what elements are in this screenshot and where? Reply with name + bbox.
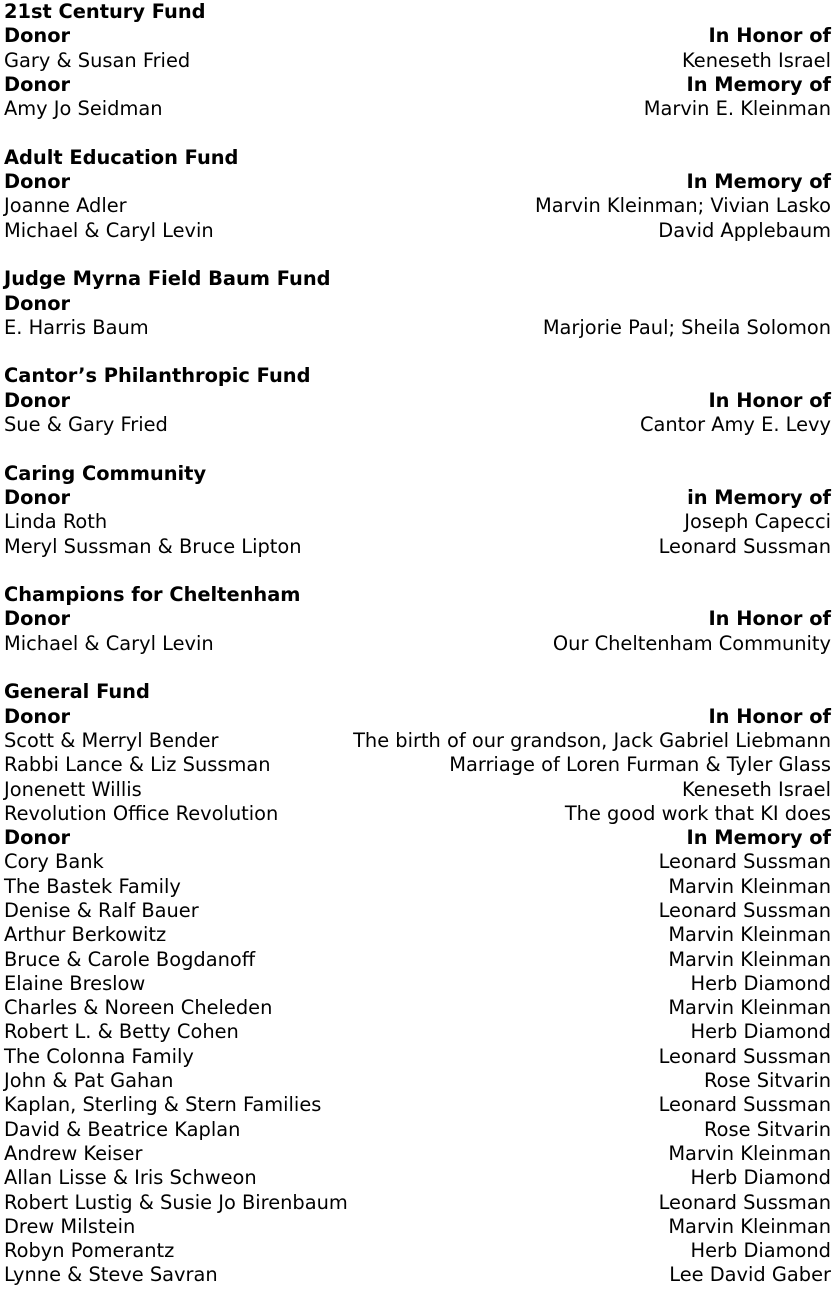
tribute-type-label: In Memory of	[686, 72, 831, 96]
honoree-name: Marvin E. Kleinman	[643, 97, 831, 121]
honoree-name: Leonard Sussman	[658, 850, 831, 874]
donor-column-label: Donor	[4, 72, 71, 96]
honoree-name: Marvin Kleinman	[668, 1214, 831, 1238]
fund-title-row	[4, 680, 831, 704]
donor-name: Arthur Berkowitz	[4, 923, 167, 947]
fund-section	[4, 0, 831, 146]
honoree-name: Joseph Capecci	[684, 510, 831, 534]
tribute-type-label: In Honor of	[708, 704, 831, 728]
fund-section	[4, 364, 831, 461]
donor-name: Drew Milstein	[4, 1214, 136, 1238]
fund-title: Champions for Cheltenham	[4, 583, 301, 607]
tribute-type-label: In Memory of	[686, 826, 831, 850]
honoree-name: Cantor Amy E. Levy	[639, 413, 831, 437]
donor-column-label: Donor	[4, 485, 71, 509]
donation-entry	[4, 1020, 831, 1044]
honoree-name: Marvin Kleinman; Vivian Lasko	[535, 194, 831, 218]
donor-column-label: Donor	[4, 607, 71, 631]
honoree-name: Rose Sitvarin	[704, 1117, 831, 1141]
donor-column-label: Donor	[4, 826, 71, 850]
donor-name: Meryl Sussman & Bruce Lipton	[4, 534, 302, 558]
donation-entry	[4, 194, 831, 218]
honoree-name: Keneseth Israel	[682, 48, 831, 72]
honoree-name: Rose Sitvarin	[704, 1069, 831, 1093]
donation-entry	[4, 899, 831, 923]
honoree-name: Marriage of Loren Furman & Tyler Glass	[449, 753, 831, 777]
donation-entry	[4, 850, 831, 874]
donation-entry	[4, 49, 831, 73]
honoree-name: Herb Diamond	[690, 971, 831, 995]
honoree-name: Leonard Sussman	[658, 1190, 831, 1214]
donation-entry	[4, 1069, 831, 1093]
column-header-row	[4, 170, 831, 194]
donor-name: Cory Bank	[4, 850, 104, 874]
column-header-row	[4, 826, 831, 850]
donor-name: The Colonna Family	[4, 1044, 194, 1068]
fund-title: General Fund	[4, 680, 150, 704]
honoree-name: Marjorie Paul; Sheila Solomon	[542, 315, 831, 339]
fund-title-row	[4, 0, 831, 24]
fund-title: Adult Education Fund	[4, 145, 239, 169]
donor-name: Michael & Caryl Levin	[4, 218, 214, 242]
donor-name: Andrew Keiser	[4, 1141, 143, 1165]
section-spacer	[4, 656, 831, 680]
donation-entry	[4, 1093, 831, 1117]
fund-section	[4, 267, 831, 364]
donor-name: Gary & Susan Fried	[4, 48, 191, 72]
donation-entry	[4, 1263, 831, 1287]
donor-name: Sue & Gary Fried	[4, 413, 168, 437]
donation-entry	[4, 802, 831, 826]
donation-entry	[4, 1215, 831, 1239]
honoree-name: Herb Diamond	[690, 1020, 831, 1044]
fund-title: Caring Community	[4, 461, 207, 485]
donation-entry	[4, 535, 831, 559]
fund-title: Judge Myrna Field Baum Fund	[4, 267, 331, 291]
donor-name: Amy Jo Seidman	[4, 97, 163, 121]
donation-entry	[4, 97, 831, 121]
donor-name: Joanne Adler	[4, 194, 127, 218]
honoree-name: Leonard Sussman	[658, 1044, 831, 1068]
fund-section	[4, 146, 831, 267]
donor-name: Elaine Breslow	[4, 971, 146, 995]
fund-title-row	[4, 364, 831, 388]
donor-name: The Bastek Family	[4, 874, 181, 898]
honoree-name: Marvin Kleinman	[668, 996, 831, 1020]
donation-entry	[4, 1142, 831, 1166]
donor-name: E. Harris Baum	[4, 315, 149, 339]
honoree-name: Our Cheltenham Community	[552, 631, 831, 655]
honoree-name: Lee David Gaber	[669, 1263, 831, 1287]
donor-column-label: Donor	[4, 291, 71, 315]
donor-column-label: Donor	[4, 388, 71, 412]
column-header-row	[4, 486, 831, 510]
donation-entry	[4, 1118, 831, 1142]
section-spacer	[4, 340, 831, 364]
honoree-name: Leonard Sussman	[658, 1093, 831, 1117]
donation-entry	[4, 729, 831, 753]
tribute-type-label: in Memory of	[687, 485, 831, 509]
donor-name: Jonenett Willis	[4, 777, 142, 801]
column-header-row	[4, 292, 831, 316]
donor-name: Robyn Pomerantz	[4, 1239, 175, 1263]
section-spacer	[4, 437, 831, 461]
donation-entry	[4, 972, 831, 996]
donor-name: Linda Roth	[4, 510, 108, 534]
fund-title-row	[4, 146, 831, 170]
tribute-type-label: In Memory of	[686, 170, 831, 194]
fund-title-row	[4, 583, 831, 607]
donor-name: Rabbi Lance & Liz Sussman	[4, 753, 271, 777]
section-spacer	[4, 243, 831, 267]
honoree-name: Marvin Kleinman	[668, 923, 831, 947]
donor-column-label: Donor	[4, 704, 71, 728]
donor-name: Lynne & Steve Savran	[4, 1263, 218, 1287]
donor-column-label: Donor	[4, 24, 71, 48]
donor-column-label: Donor	[4, 170, 71, 194]
donation-entry	[4, 753, 831, 777]
honoree-name: Leonard Sussman	[658, 534, 831, 558]
donor-name: Robert L. & Betty Cohen	[4, 1020, 239, 1044]
fund-title: 21st Century Fund	[4, 0, 206, 23]
section-spacer	[4, 121, 831, 145]
donation-entry	[4, 948, 831, 972]
column-header-row	[4, 607, 831, 631]
donation-entry	[4, 923, 831, 947]
honoree-name: Herb Diamond	[690, 1239, 831, 1263]
column-header-row	[4, 73, 831, 97]
donor-name: John & Pat Gahan	[4, 1069, 174, 1093]
fund-title-row	[4, 462, 831, 486]
donation-entry	[4, 1045, 831, 1069]
tribute-type-label: In Honor of	[708, 607, 831, 631]
donor-name: Allan Lisse & Iris Schweon	[4, 1166, 257, 1190]
column-header-row	[4, 705, 831, 729]
donation-entry	[4, 1191, 831, 1215]
donation-entry	[4, 778, 831, 802]
donor-name: Kaplan, Sterling & Stern Families	[4, 1093, 322, 1117]
donor-name: David & Beatrice Kaplan	[4, 1117, 241, 1141]
donation-entry	[4, 632, 831, 656]
donor-name: Revolution Office Revolution	[4, 801, 279, 825]
column-header-row	[4, 389, 831, 413]
donor-name: Scott & Merryl Bender	[4, 728, 219, 752]
honoree-name: Keneseth Israel	[682, 777, 831, 801]
honoree-name: David Applebaum	[658, 218, 831, 242]
fund-section	[4, 680, 831, 1287]
section-spacer	[4, 559, 831, 583]
fund-title: Cantor’s Philanthropic Fund	[4, 364, 311, 388]
tribute-type-label: In Honor of	[708, 388, 831, 412]
donation-entry	[4, 510, 831, 534]
donor-name: Michael & Caryl Levin	[4, 631, 214, 655]
honoree-name: Leonard Sussman	[658, 898, 831, 922]
donation-entry	[4, 413, 831, 437]
tribute-type-label: In Honor of	[708, 24, 831, 48]
donation-entry	[4, 316, 831, 340]
donor-name: Robert Lustig & Susie Jo Birenbaum	[4, 1190, 348, 1214]
column-header-row	[4, 24, 831, 48]
donor-name: Charles & Noreen Cheleden	[4, 996, 273, 1020]
honoree-name: The birth of our grandson, Jack Gabriel Liebmann	[353, 728, 831, 752]
donation-entry	[4, 996, 831, 1020]
donor-name: Bruce & Carole Bogdanoff	[4, 947, 256, 971]
honoree-name: Marvin Kleinman	[668, 947, 831, 971]
honoree-name: Herb Diamond	[690, 1166, 831, 1190]
donation-entry	[4, 1239, 831, 1263]
donor-name: Denise & Ralf Bauer	[4, 898, 199, 922]
fund-section	[4, 462, 831, 583]
honoree-name: The good work that KI does	[564, 801, 831, 825]
fund-title-row	[4, 267, 831, 291]
fund-section	[4, 583, 831, 680]
donation-entry	[4, 875, 831, 899]
honoree-name: Marvin Kleinman	[668, 874, 831, 898]
honoree-name: Marvin Kleinman	[668, 1141, 831, 1165]
donation-entry	[4, 219, 831, 243]
donation-entry	[4, 1166, 831, 1190]
